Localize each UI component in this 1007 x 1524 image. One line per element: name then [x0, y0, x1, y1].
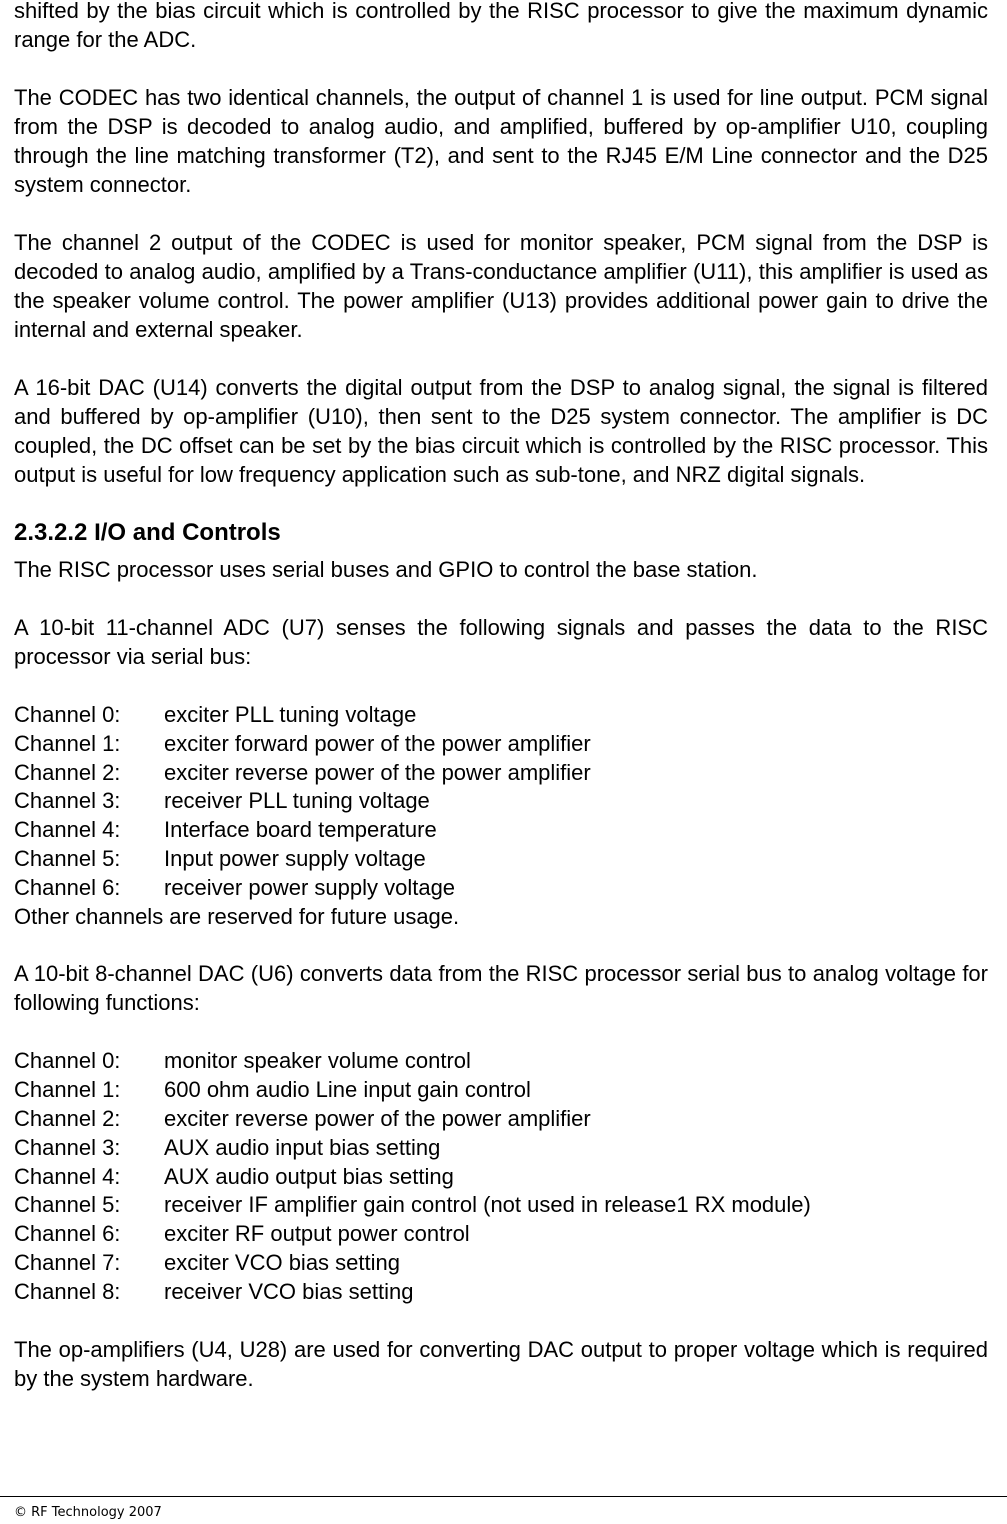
dac-intro: A 10-bit 8-channel DAC (U6) converts data from the RISC processor serial bus to analog voltage for following functions: [14, 961, 988, 1016]
list-item [14, 815, 988, 844]
list-item [14, 700, 988, 729]
channel-description: receiver PLL tuning voltage [164, 788, 430, 814]
paragraph-adc-bias: shifted by the bias circuit which is controlled by the RISC processor to give the maximum dynamic range for the ADC. [14, 0, 988, 52]
adc-note: Other channels are reserved for future usage. [14, 903, 460, 929]
channel-label: Channel 7: [14, 1249, 121, 1275]
list-item [14, 758, 988, 787]
list-item [14, 873, 988, 902]
paragraph-op-amplifiers: The op-amplifiers (U4, U28) are used for converting DAC output to proper voltage which is required by the system hardware. [14, 1336, 988, 1391]
channel-label: Channel 5: [14, 845, 121, 871]
channel-label: Channel 5: [14, 1192, 121, 1218]
list-item [14, 729, 988, 758]
channel-description: receiver VCO bias setting [164, 1278, 414, 1304]
channel-label: Channel 8: [14, 1278, 121, 1304]
paragraph-dac-u14: A 16-bit DAC (U14) converts the digital output from the DSP to analog signal, the signal is filtered and buffered by op-amplifier (U10), then sent to the D25 system connector. The amplifier is DC coupled, the DC offset can be set by the bias circuit which is controlled by the RISC processor. This output is useful for low frequency application such as sub-tone, and NRZ digital signals. [14, 375, 988, 487]
section-intro: The RISC processor uses serial buses and GPIO to control the base station. [14, 557, 758, 582]
channel-description: AUX audio input bias setting [164, 1134, 441, 1160]
list-item [14, 1219, 988, 1248]
channel-label: Channel 2: [14, 759, 121, 785]
list-item [14, 1162, 988, 1191]
channel-description: exciter PLL tuning voltage [164, 702, 417, 727]
footer-copyright: © RF Technology 2007 [14, 1505, 162, 1520]
list-item [14, 1046, 988, 1075]
channel-description: 600 ohm audio Line input gain control [164, 1077, 531, 1103]
footer-divider [0, 1496, 1007, 1497]
list-item [14, 1133, 988, 1162]
channel-label: Channel 3: [14, 788, 121, 814]
list-item [14, 844, 988, 873]
section-heading: 2.3.2.2 I/O and Controls [14, 519, 281, 546]
list-item [14, 786, 988, 815]
channel-label: Channel 3: [14, 1134, 121, 1160]
channel-description: Input power supply voltage [164, 845, 426, 871]
channel-label: Channel 6: [14, 1221, 121, 1247]
adc-intro: A 10-bit 11-channel ADC (U7) senses the following signals and passes the data to the RISC processor via serial bus: [14, 615, 988, 669]
channel-description: AUX audio output bias setting [164, 1163, 454, 1189]
list-item [14, 1075, 988, 1104]
channel-label: Channel 0: [14, 702, 121, 727]
channel-description: exciter reverse power of the power amplifier [164, 1105, 591, 1131]
channel-label: Channel 2: [14, 1105, 121, 1131]
document-body [14, 0, 988, 1422]
channel-description: exciter VCO bias setting [164, 1249, 400, 1275]
channel-description: exciter reverse power of the power amplifier [164, 759, 591, 785]
dac-channel-list [14, 1046, 988, 1305]
paragraph-codec-channel2: The channel 2 output of the CODEC is used for monitor speaker, PCM signal from the DSP is decoded to analog audio, amplified by a Trans-conductance amplifier (U11), this amplifier is used as the speaker volume control. The power amplifier (U13) provides additional power gain to drive the internal and external speaker. [14, 230, 988, 342]
list-item [14, 1277, 988, 1306]
channel-label: Channel 4: [14, 817, 121, 843]
list-item [14, 1104, 988, 1133]
channel-description: exciter RF output power control [164, 1221, 470, 1247]
channel-label: Channel 1: [14, 730, 121, 756]
channel-description: receiver IF amplifier gain control (not used in release1 RX module) [164, 1192, 811, 1218]
list-item [14, 1190, 988, 1219]
channel-description: monitor speaker volume control [164, 1048, 471, 1074]
channel-description: Interface board temperature [164, 817, 437, 843]
channel-label: Channel 1: [14, 1077, 121, 1103]
list-item [14, 1248, 988, 1277]
channel-description: receiver power supply voltage [164, 874, 456, 900]
channel-description: exciter forward power of the power amplifier [164, 730, 591, 756]
channel-label: Channel 6: [14, 874, 121, 900]
adc-channel-list [14, 700, 988, 930]
paragraph-codec-channel1: The CODEC has two identical channels, the output of channel 1 is used for line output. PCM signal from the DSP is decoded to analog audio, and amplified, buffered by op-amplifier U10, coupling through the line matching transformer (T2), and sent to the RJ45 E/M Line connector and the D25 system connector. [14, 85, 988, 197]
channel-label: Channel 4: [14, 1163, 121, 1189]
channel-label: Channel 0: [14, 1048, 121, 1074]
